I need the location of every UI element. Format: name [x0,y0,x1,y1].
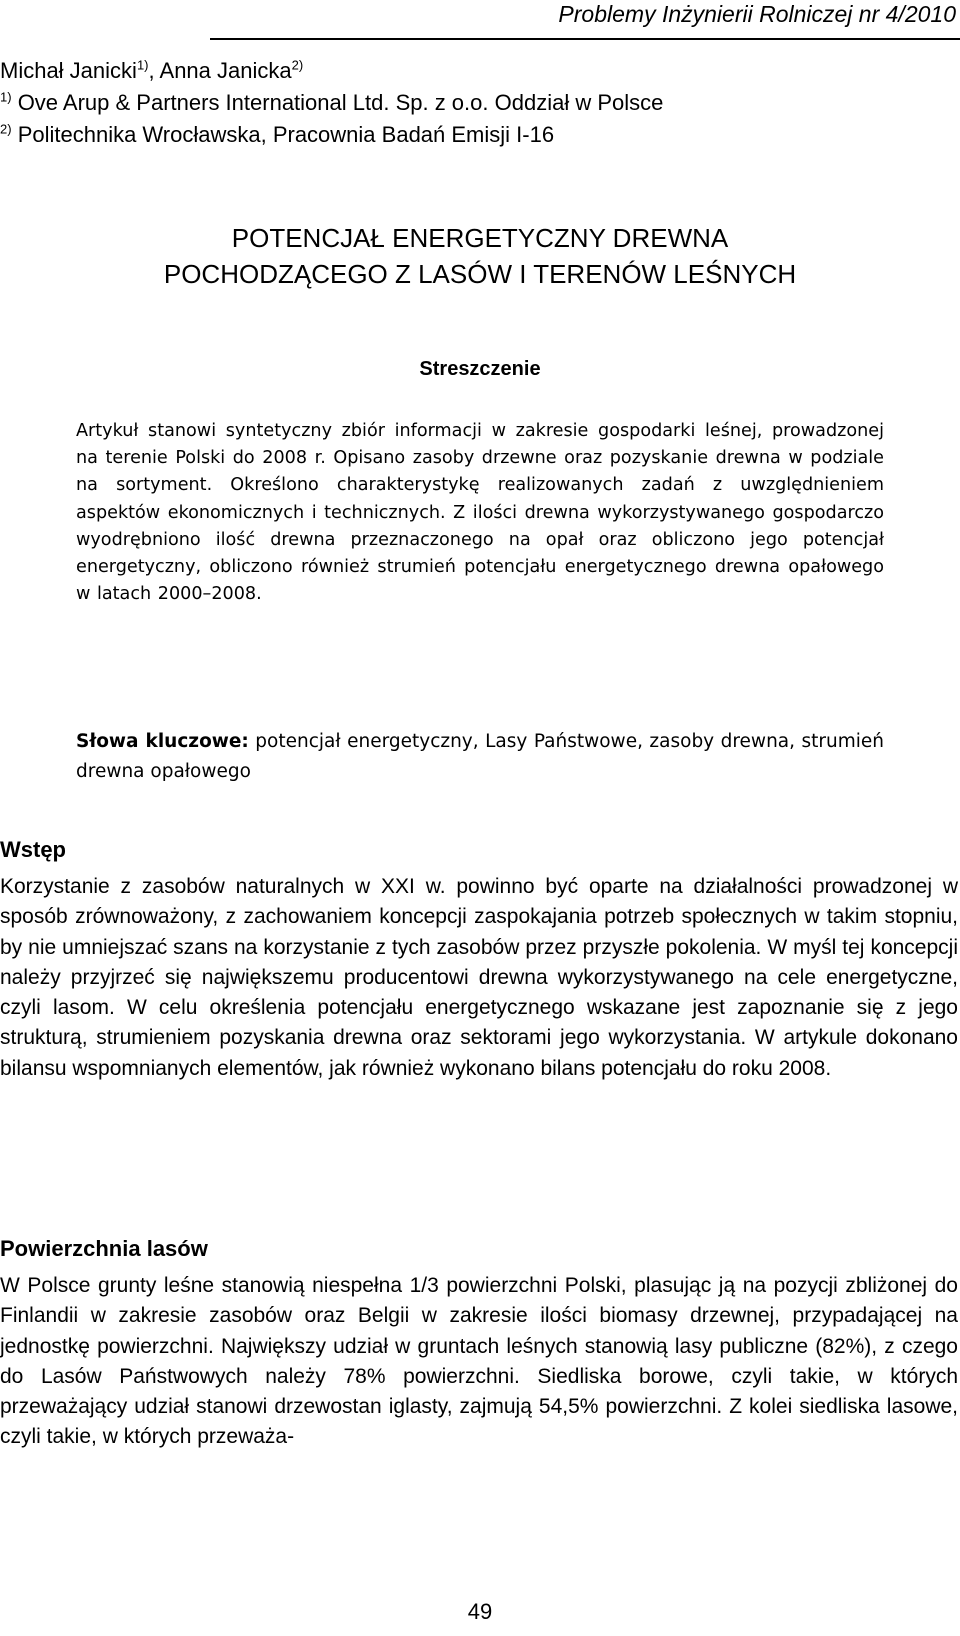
keywords [76,727,884,787]
body-paragraph: Korzystanie z zasobów naturalnych w XXI w. powinno być oparte na działalności prowadzonej w sposób zrównoważony, z zachowaniem koncepcji zaspokajania potrzeb społecznych w takim stopniu, by nie umniejszać szans na korzystanie z tych zasobów przez przyszłe pokolenia. W myśl tej koncepcji należy przyjrzeć się największemu producentowi drewna wykorzystywanego na cele energetyczne, czyli lasom. W celu określenia potencjału energetycznego wskazane jest zapoznanie się z jego strukturą, strumieniem pozyskania drewna oraz sektorami jego wykorzystania. W artykule dokonano bilansu wspomnianych elementów, jak również wykonano bilans potencjału do roku 2008. [0,875,958,1080]
section-body-forest-area [0,1271,958,1453]
author-affiliation-marker: 2) [291,57,304,73]
keywords-text: potencjał energetyczny, Lasy Państwowe, zasoby drewna, strumień drewna opałowego [76,731,884,782]
keywords-label: Słowa kluczowe: [76,731,249,752]
author-line [0,58,303,84]
affiliation-line [0,122,554,148]
affiliation-text: Politechnika Wrocławska, Pracownia Badań Emisji I-16 [17,122,555,147]
title-line: POCHODZĄCEGO Z LASÓW I TERENÓW LEŚNYCH [163,259,797,289]
affiliation-line [0,90,663,116]
abstract-body [76,418,884,608]
affiliation-marker: 1) [0,89,12,105]
article-title [0,220,960,292]
author-name: Michał Janicki [0,58,137,83]
abstract-paragraph: Artykuł stanowi syntetyczny zbiór informacji w zakresie gospodarki leśnej, prowadzonej na terenie Polski do 2008 r. Opisano zasoby drzewne oraz pozyskanie drewna w podziale na sortyment. Określono charakterystykę realizowanych zadań z uwzględnieniem aspektów ekonomicznych i technicznych. Z ilości drewna wykorzystywanego gospodarczo wyodrębniono ilość drewna przeznaczonego na opał oraz obliczono jego potencjał energetyczny, obliczono również strumień potencjału energetycznego drewna opałowego w latach 2000–2008. [76,421,884,605]
section-heading-introduction: Wstęp [0,837,66,862]
abstract-heading: Streszczenie [419,358,541,380]
author-separator: , [148,58,160,83]
body-paragraph: W Polsce grunty leśne stanowią niespełna 1/3 powierzchni Polski, plasując ją na pozycji zbliżonej do Finlandii w zakresie zasobów oraz Belgii w zakresie ilości biomasy drzewnej, przypadającej na jednostkę powierzchni. Największy udział w gruntach leśnych stanowią lasy publiczne (82%), z czego do Lasów Państwowych należy 78% powierzchni. Siedliska borowe, czyli takie, w których przeważający udział stanowi drzewostan iglasty, zajmują 54,5% powierzchni. Z kolei siedliska lasowe, czyli takie, w których przeważa- [0,1274,958,1449]
section-heading-forest-area: Powierzchnia lasów [0,1236,208,1261]
section-body-introduction [0,872,958,1084]
running-header: Problemy Inżynierii Rolniczej nr 4/2010 [210,0,960,40]
affiliation-marker: 2) [0,121,12,137]
affiliation-text: Ove Arup & Partners International Ltd. Sp. z o.o. Oddział w Polsce [17,90,664,115]
page-number: 49 [467,1599,493,1624]
author-name: Anna Janicka [159,58,292,83]
title-line: POTENCJAŁ ENERGETYCZNY DREWNA [231,223,729,253]
author-affiliation-marker: 1) [136,57,149,73]
